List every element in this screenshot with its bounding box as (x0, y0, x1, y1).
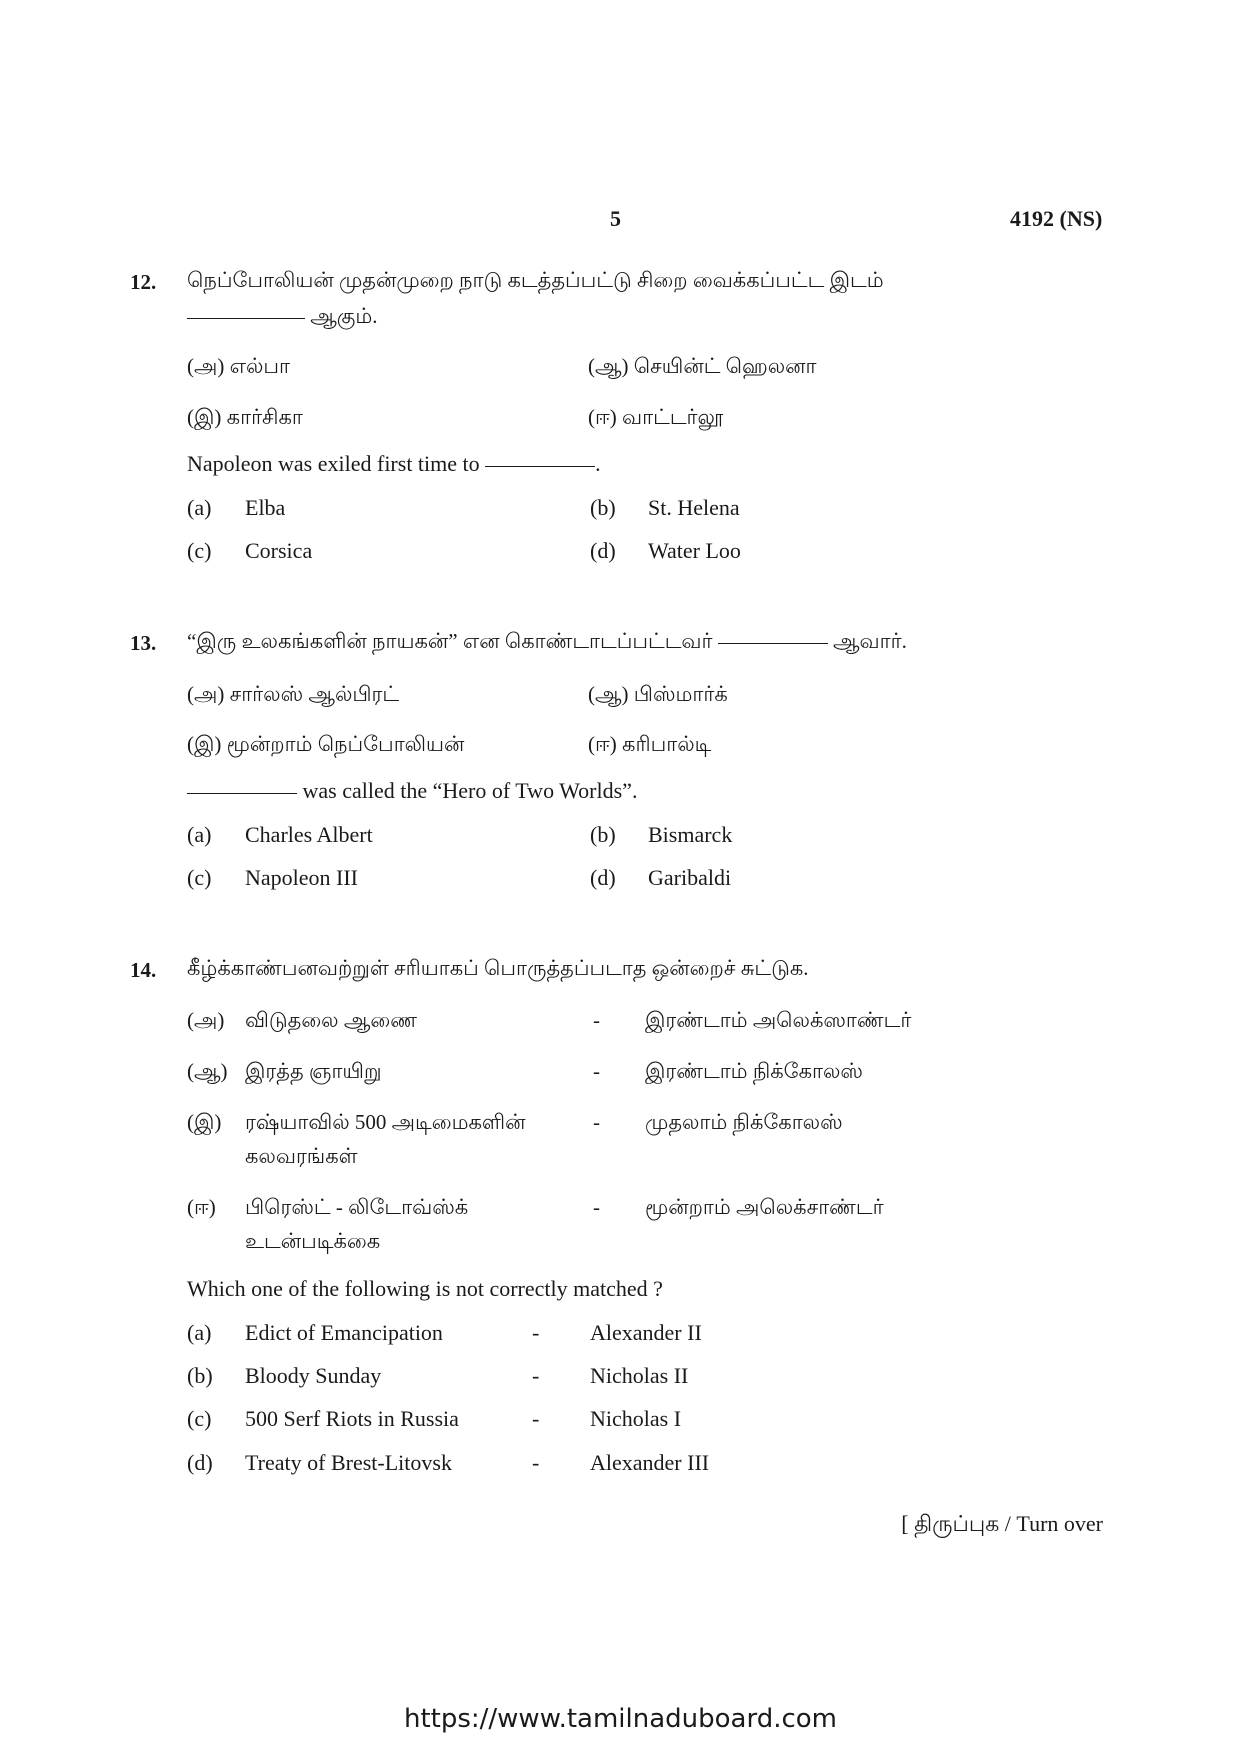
question-text-english: Which one of the following is not correctly matched ? (187, 1276, 663, 1301)
pair-right: மூன்றாம் அலெக்சாண்டர் (645, 1195, 884, 1219)
pair-right: இரண்டாம் அலெக்ஸாண்டர் (645, 1008, 912, 1032)
pair-left-continued: கலவரங்கள் (245, 1144, 358, 1168)
question-text-english: was called the “Hero of Two Worlds”. (187, 778, 637, 804)
pair-left: Treaty of Brest-Litovsk (245, 1450, 452, 1475)
pair-left-continued: உடன்படிக்கை (245, 1229, 381, 1253)
option-label: (d) (590, 865, 616, 890)
pair-label: (ஆ) (187, 1059, 228, 1083)
question-text-tamil: நெப்போலியன் முதன்முறை நாடு கடத்தப்பட்டு சிறை வைக்கப்பட்ட இடம் (187, 268, 884, 292)
question-number: 13. (130, 631, 157, 655)
option-tamil-b: (ஆ) செயின்ட் ஹெலனா (588, 354, 817, 378)
option-label: (a) (187, 822, 212, 847)
pair-dash: - (532, 1406, 540, 1431)
pair-left: Edict of Emancipation (245, 1320, 443, 1345)
option-label: (c) (187, 538, 212, 563)
turn-over-note: [ திருப்புக / Turn over (901, 1511, 1103, 1536)
pair-left: விடுதலை ஆணை (245, 1008, 418, 1032)
pair-dash: - (532, 1320, 540, 1345)
pair-left: 500 Serf Riots in Russia (245, 1406, 459, 1431)
question-number: 12. (130, 270, 157, 294)
pair-right: Nicholas II (590, 1363, 689, 1388)
pair-right: Alexander III (590, 1450, 710, 1475)
pair-label: (ஈ) (187, 1195, 216, 1219)
option-text: St. Helena (648, 495, 740, 520)
pair-right: இரண்டாம் நிக்கோலஸ் (645, 1059, 863, 1083)
answer-blank (485, 465, 595, 467)
pair-left: Bloody Sunday (245, 1363, 382, 1388)
question-text-english: Napoleon was exiled first time to . (187, 451, 601, 476)
pair-dash: - (593, 1008, 600, 1032)
page-number: 5 (610, 206, 621, 231)
option-tamil-d: (ஈ) வாட்டர்லூ (588, 405, 724, 429)
pair-label: (c) (187, 1406, 212, 1431)
option-tamil-d: (ஈ) கரிபால்டி (588, 732, 712, 756)
pair-left: ரஷ்யாவில் 500 அடிமைகளின் (245, 1110, 526, 1134)
question-number: 14. (130, 958, 157, 982)
pair-label: (d) (187, 1450, 213, 1475)
option-tamil-a: (அ) எல்பா (187, 354, 290, 378)
option-text: Napoleon III (245, 865, 359, 890)
option-label: (b) (590, 495, 616, 520)
pair-right: முதலாம் நிக்கோலஸ் (645, 1110, 843, 1134)
pair-dash: - (532, 1450, 540, 1475)
answer-blank (187, 792, 297, 794)
footer-url[interactable]: https://www.tamilnaduboard.com (403, 1704, 838, 1734)
option-text: Garibaldi (648, 865, 732, 890)
question-text-tamil: கீழ்க்காண்பனவற்றுள் சரியாகப் பொருத்தப்படாத ஒன்றைச் சுட்டுக. (187, 956, 809, 980)
option-text: Water Loo (648, 538, 741, 563)
pair-left: இரத்த ஞாயிறு (245, 1059, 382, 1083)
option-label: (d) (590, 538, 616, 563)
question-text-tamil: “இரு உலகங்களின் நாயகன்” என கொண்டாடப்பட்டவர் ஆவார். (187, 629, 907, 653)
answer-blank (718, 642, 828, 644)
answer-blank (187, 317, 305, 319)
pair-dash: - (593, 1195, 600, 1219)
option-label: (b) (590, 822, 616, 847)
option-tamil-c: (இ) கார்சிகா (187, 405, 303, 429)
pair-dash: - (593, 1059, 600, 1083)
option-tamil-b: (ஆ) பிஸ்மார்க் (588, 682, 728, 706)
option-label: (a) (187, 495, 212, 520)
option-tamil-c: (இ) மூன்றாம் நெப்போலியன் (187, 732, 465, 756)
pair-left: பிரெஸ்ட் - லிடோவ்ஸ்க் (245, 1195, 469, 1219)
pair-label: (இ) (187, 1110, 222, 1134)
pair-dash: - (532, 1363, 540, 1388)
pair-dash: - (593, 1110, 600, 1134)
pair-right: Alexander II (590, 1320, 702, 1345)
pair-label: (அ) (187, 1008, 225, 1032)
option-text: Charles Albert (245, 822, 373, 847)
option-tamil-a: (அ) சார்லஸ் ஆல்பிரட் (187, 682, 400, 706)
pair-right: Nicholas I (590, 1406, 682, 1431)
paper-code: 4192 (NS) (1010, 206, 1103, 231)
option-text: Bismarck (648, 822, 733, 847)
option-text: Elba (245, 495, 286, 520)
option-text: Corsica (245, 538, 313, 563)
question-text-tamil-continued: ஆகும். (187, 304, 378, 331)
pair-label: (a) (187, 1320, 212, 1345)
option-label: (c) (187, 865, 212, 890)
pair-label: (b) (187, 1363, 213, 1388)
